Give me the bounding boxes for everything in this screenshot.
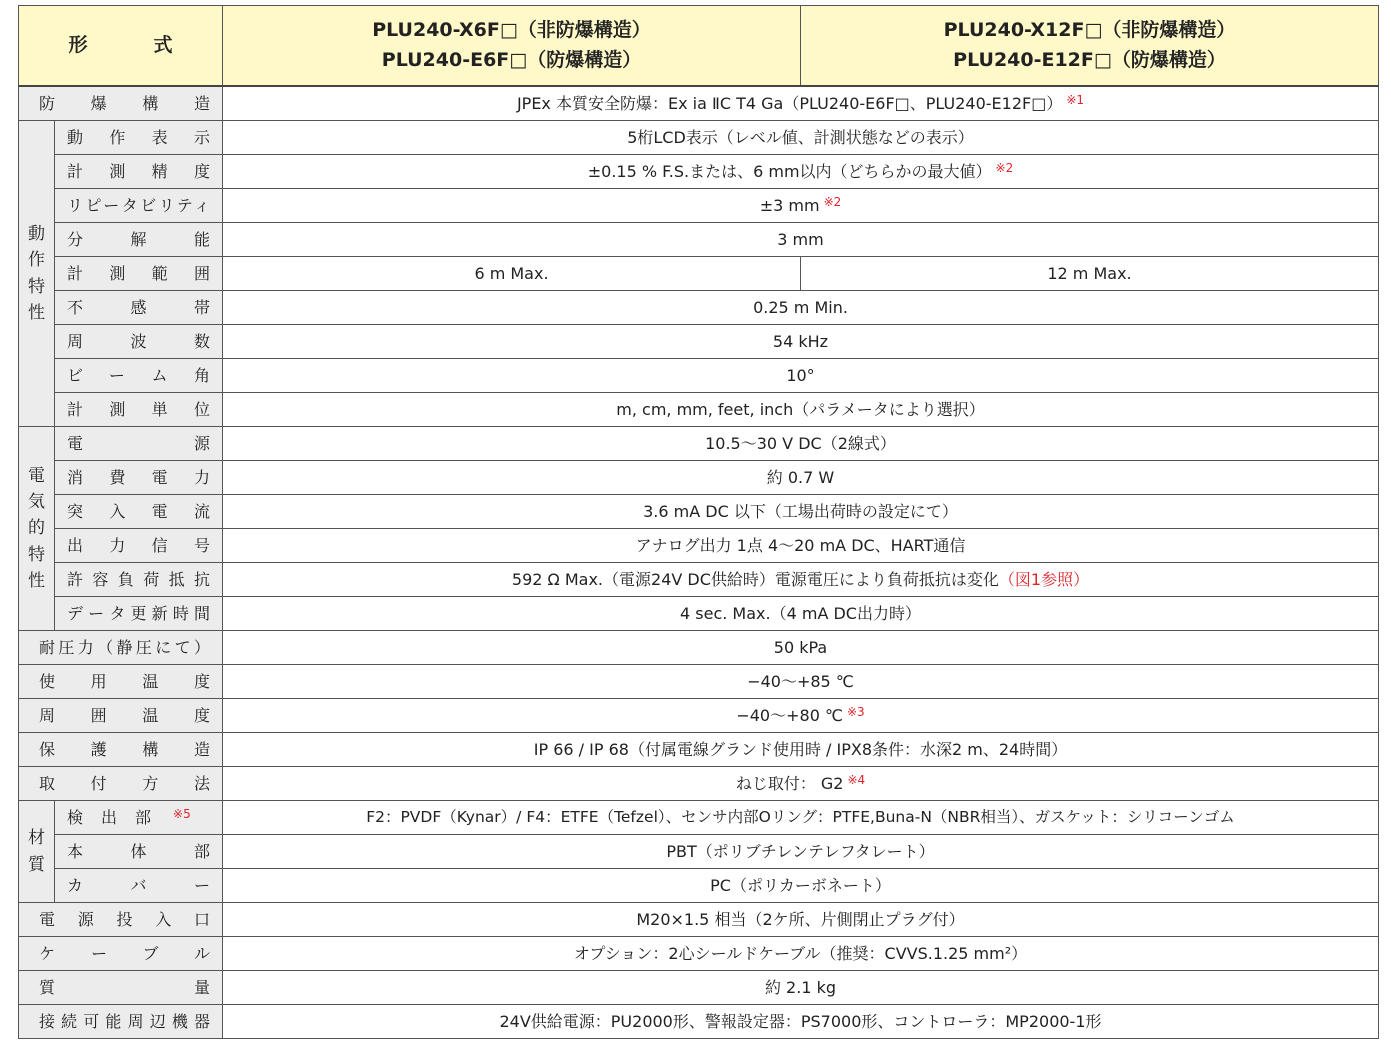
header-row (19, 6, 1379, 87)
row-label: 保護構造 (19, 733, 223, 767)
row-value: ±0.15 % F.S.または、6 mm以内（どちらかの最大値） $^{※2}$ (223, 155, 1379, 189)
footnote-mark: ※1 (1066, 93, 1085, 108)
row-label: 計測範囲 (55, 257, 223, 291)
footnote-mark: ※5 (173, 807, 191, 822)
row-label: 不感帯 (55, 291, 223, 325)
footnote-mark: ※2 (823, 195, 842, 210)
spec-row-peripherals (19, 1005, 1379, 1039)
row-value: 24V供給電源：PU2000形、警報設定器：PS7000形、コントローラ：MP2000-1形 (223, 1005, 1379, 1039)
row-label: 計測精度 (55, 155, 223, 189)
row-value: m, cm, mm, feet, inch（パラメータにより選択） (223, 393, 1379, 427)
row-value: 4 sec. Max.（4 mA DC出力時） (223, 597, 1379, 631)
spec-row-consumption (19, 461, 1379, 495)
spec-row-entry (19, 903, 1379, 937)
model-header-label: 形 式 (19, 6, 223, 87)
row-value: M20×1.5 相当（2ケ所、片側閉止プラグ付） (223, 903, 1379, 937)
spec-row-explosion (19, 86, 1379, 121)
row-value: −40～+80 ℃ $^{※3}$ (223, 699, 1379, 733)
spec-row-load (19, 563, 1379, 597)
row-label: ビーム角 (55, 359, 223, 393)
spec-row-beam-angle (19, 359, 1379, 393)
row-value: F2：PVDF（Kynar）/ F4：ETFE（Tefzel）、センサ内部Oリング：PTFE,Buna-N（NBR相当）、ガスケット：シリコーンゴム (223, 801, 1379, 835)
spec-row-material-sensor (19, 801, 1379, 835)
row-value: 592 Ω Max.（電源24V DC供給時）電源電圧により負荷抵抗は変化（図1参照） (223, 563, 1379, 597)
spec-row-protection (19, 733, 1379, 767)
row-value-6f: 6 m Max. (223, 257, 801, 291)
row-label: 消費電力 (55, 461, 223, 495)
row-value: 54 kHz (223, 325, 1379, 359)
row-label: データ更新時間 (55, 597, 223, 631)
spec-row-display (19, 121, 1379, 155)
row-value: 0.25 m Min. (223, 291, 1379, 325)
row-value: IP 66 / IP 68（付属電線グランド使用時 / IPX8条件：水深2 m、24時間） (223, 733, 1379, 767)
row-label: 出力信号 (55, 529, 223, 563)
model-header-6f: PLU240-X6F□（非防爆構造） PLU240-E6F□（防爆構造） (223, 6, 801, 87)
spec-row-unit (19, 393, 1379, 427)
row-value: オプション：2心シールドケーブル（推奨：CVVS.1.25 mm²） (223, 937, 1379, 971)
row-label: 突入電流 (55, 495, 223, 529)
spec-row-accuracy (19, 155, 1379, 189)
row-value: アナログ出力 1点 4～20 mA DC、HART通信 (223, 529, 1379, 563)
spec-row-material-body (19, 835, 1379, 869)
row-value: 約 0.7 W (223, 461, 1379, 495)
spec-row-inrush (19, 495, 1379, 529)
row-value: −40～+85 ℃ (223, 665, 1379, 699)
specification-table (18, 5, 1378, 1041)
spec-row-operating-temp (19, 665, 1379, 699)
model-header-12f: PLU240-X12F□（非防爆構造） PLU240-E12F□（防爆構造） (801, 6, 1379, 87)
row-label: ケーブル (19, 937, 223, 971)
spec-row-dead-band (19, 291, 1379, 325)
row-label: 周波数 (55, 325, 223, 359)
row-value: ±3 mm $^{※2}$ (223, 189, 1379, 223)
spec-row-ambient-temp (19, 699, 1379, 733)
row-value: JPEx 本質安全防爆：Ex ia ⅡC T4 Ga（PLU240-E6F□、PLU240-E12F□） $^{※1}$ (223, 86, 1379, 121)
spec-row-update (19, 597, 1379, 631)
row-value-12f: 12 m Max. (801, 257, 1379, 291)
row-label: 計測単位 (55, 393, 223, 427)
spec-row-power-source (19, 427, 1379, 461)
spec-row-output (19, 529, 1379, 563)
row-value: 10° (223, 359, 1379, 393)
group-label-electrical: 電気的特性 (19, 427, 55, 631)
spec-row-pressure (19, 631, 1379, 665)
spec-row-repeatability (19, 189, 1379, 223)
row-value: ねじ取付： G2 $^{※4}$ (223, 767, 1379, 801)
row-label: 質量 (19, 971, 223, 1005)
row-value: 3.6 mA DC 以下（工場出荷時の設定にて） (223, 495, 1379, 529)
row-value: PBT（ポリブチレンテレフタレート） (223, 835, 1379, 869)
row-label: 周囲温度 (19, 699, 223, 733)
row-label: 検出部 $^{※5}$ (55, 801, 223, 835)
spec-row-mounting (19, 767, 1379, 801)
row-value: 10.5～30 V DC（2線式） (223, 427, 1379, 461)
row-label: カバー (55, 869, 223, 903)
row-label: 動作表示 (55, 121, 223, 155)
row-label: 防爆構造 (19, 86, 223, 121)
row-label: 許容負荷抵抗 (55, 563, 223, 597)
row-label: 電源投入口 (19, 903, 223, 937)
row-value: 50 kPa (223, 631, 1379, 665)
row-label: 分解能 (55, 223, 223, 257)
row-label: 電源 (55, 427, 223, 461)
row-label: 本体部 (55, 835, 223, 869)
spec-row-resolution (19, 223, 1379, 257)
footnote-mark: ※2 (995, 161, 1014, 176)
footnote-mark: ※3 (846, 705, 865, 720)
group-label-operation: 動作特性 (19, 121, 55, 427)
figure-reference: （図1参照） (998, 569, 1090, 589)
row-value: PC（ポリカーボネート） (223, 869, 1379, 903)
spec-row-cable (19, 937, 1379, 971)
row-label: 耐圧力（静圧にて） (19, 631, 223, 665)
spec-row-frequency (19, 325, 1379, 359)
spec-row-range (19, 257, 1379, 291)
row-label: リピータビリティ (55, 189, 223, 223)
footnote-mark: ※4 (847, 773, 866, 788)
group-label-material: 材質 (19, 801, 55, 903)
row-label: 取付方法 (19, 767, 223, 801)
row-value: 約 2.1 kg (223, 971, 1379, 1005)
row-value: 3 mm (223, 223, 1379, 257)
row-label: 接続可能周辺機器 (19, 1005, 223, 1039)
row-label: 使用温度 (19, 665, 223, 699)
spec-row-mass (19, 971, 1379, 1005)
spec-row-material-cover (19, 869, 1379, 903)
row-value: 5桁LCD表示（レベル値、計測状態などの表示） (223, 121, 1379, 155)
